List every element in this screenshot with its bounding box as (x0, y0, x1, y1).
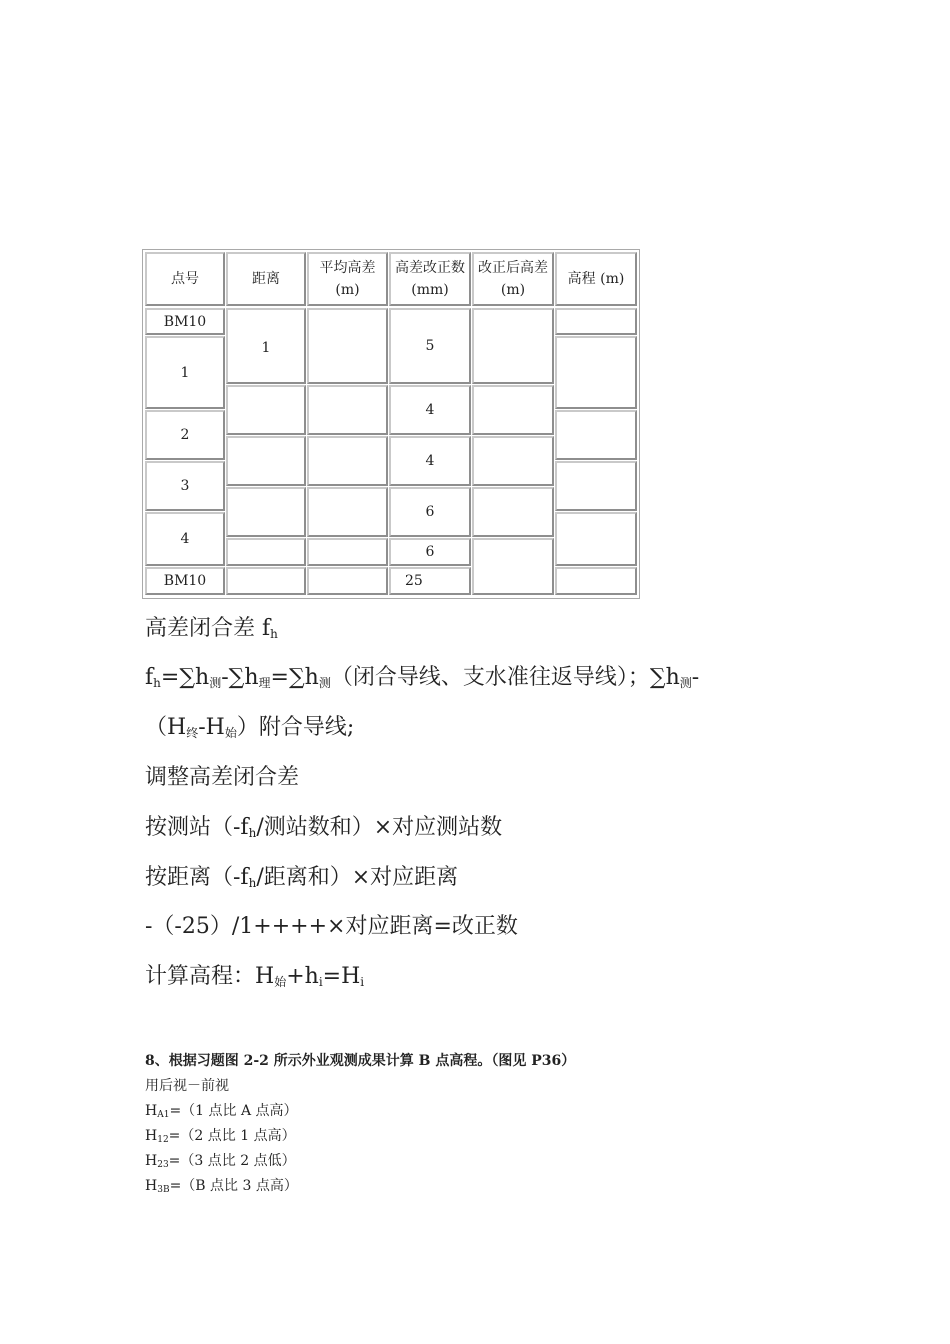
corrected-diff-cell (472, 436, 554, 486)
corrected-diff-cell (472, 487, 554, 537)
correction-cell: 5 (389, 308, 471, 384)
closure-error-heading: 高差闭合差 $f_h$ (145, 616, 278, 641)
correction-cell: 4 (389, 385, 471, 435)
height-diff-row: $H_{12}=(2$ 点比 1 点高） (145, 1128, 296, 1145)
point-cell: 4 (145, 512, 225, 566)
elevation-cell (555, 567, 637, 595)
by-station-line: 按测站（$-f_h/$测站数和）×对应测站数 (145, 815, 503, 840)
attached-route-line: $(H_终-H_始)$附合导线; (145, 715, 355, 740)
header-mean-diff: 平均高差 (m) (307, 252, 388, 306)
elevation-cell (555, 336, 637, 409)
distance-cell (226, 567, 306, 595)
question-8-title: 8、根据习题图 2-2 所示外业观测成果计算 B 点高程。（图见 P36） (145, 1053, 576, 1069)
mean-diff-cell (307, 385, 388, 435)
point-cell: 1 (145, 336, 225, 409)
height-diff-row: $H_{23}=(3$ 点比 2 点低） (145, 1153, 296, 1170)
header-point: 点号 (145, 252, 225, 306)
correction-cell: 6 (389, 487, 471, 537)
by-distance-line: 按距离（$-f_h/$距离和）×对应距离 (145, 865, 459, 890)
mean-diff-cell (307, 538, 388, 566)
mean-diff-cell (307, 487, 388, 537)
corrected-diff-cell (472, 308, 554, 384)
elevation-cell (555, 410, 637, 460)
elevation-cell (555, 512, 637, 566)
point-cell: 2 (145, 410, 225, 460)
adjust-heading: 调整高差闭合差 (145, 765, 300, 790)
point-cell: BM10 (145, 308, 225, 335)
header-correction: 高差改正数 (mm) (389, 252, 471, 306)
correction-cell: 6 (389, 538, 471, 566)
correction-cell: 25 (389, 567, 471, 595)
height-diff-row: $H_{3B}=(B$ 点比 3 点高） (145, 1178, 298, 1195)
corrected-diff-cell (472, 385, 554, 435)
distance-cell: 1 (226, 308, 306, 384)
method-line: 用后视－前视 (145, 1078, 229, 1094)
correction-formula-line: -（-25）/1++++×对应距离=改正数 (145, 914, 518, 939)
header-corrected-diff: 改正后高差 (m) (472, 252, 554, 306)
distance-cell (226, 487, 306, 537)
distance-cell (226, 538, 306, 566)
header-distance: 距离 (226, 252, 306, 306)
distance-cell (226, 436, 306, 486)
header-elevation: 高程 (m) (555, 252, 637, 306)
elevation-formula-line: 计算高程：$H_始+h_i=H_i$ (145, 964, 365, 989)
height-diff-row: $H_{A1}=(1$ 点比 A 点高） (145, 1103, 298, 1120)
point-cell: BM10 (145, 567, 225, 595)
elevation-cell (555, 461, 637, 511)
mean-diff-cell (307, 436, 388, 486)
leveling-table (142, 249, 640, 599)
mean-diff-cell (307, 567, 388, 595)
distance-cell (226, 385, 306, 435)
closure-formula-line: $f_h=\sum h_测-\sum h_理=\sum h_测$（闭合导线、支水准往返导线）；$\sum h_测-$ (145, 665, 700, 690)
mean-diff-cell (307, 308, 388, 384)
elevation-cell (555, 308, 637, 335)
corrected-diff-cell (472, 538, 554, 595)
point-cell: 3 (145, 461, 225, 511)
correction-cell: 4 (389, 436, 471, 486)
